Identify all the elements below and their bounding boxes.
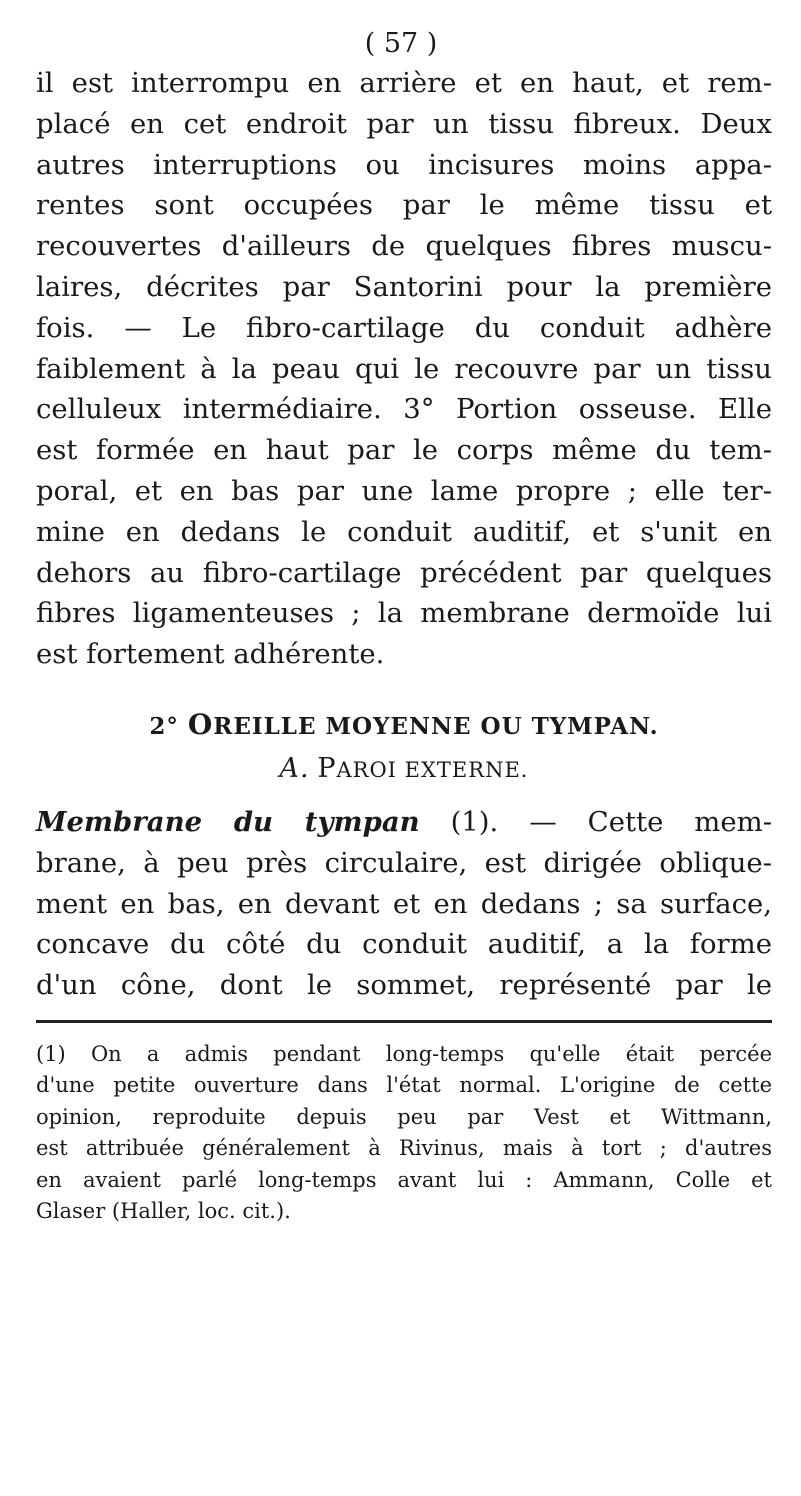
- text-line: brane, à peu près circulaire, est dirigée oblique-: [36, 846, 772, 879]
- paragraph-1: [36, 63, 772, 675]
- subsection-title: AROI EXTERNE.: [336, 757, 529, 782]
- text-line: laires, décrites par Santorini pour la première: [36, 270, 772, 303]
- text-line: ment en bas, en devant et en dedans ; sa surface,: [36, 887, 772, 920]
- text-line: rentes sont occupées par le même tissu et: [36, 189, 772, 222]
- section-number: 2°: [149, 712, 179, 740]
- footnote-reference: (1).: [450, 805, 499, 838]
- subsection-initial: P: [317, 752, 337, 784]
- text-line: concave du côté du conduit auditif, a la forme: [36, 928, 772, 961]
- text-line: recouvertes d'ailleurs de quelques fibres muscu-: [36, 230, 772, 263]
- text-line: est fortement adhérente.: [36, 638, 385, 671]
- section-heading: [36, 705, 772, 747]
- footnote-line: opinion, reproduite depuis peu par Vest et Wittmann,: [36, 1104, 772, 1129]
- section-initial: O: [187, 707, 214, 741]
- section-title: REILLE MOYENNE OU TYMPAN.: [213, 712, 659, 740]
- footnote-line: (1) On a admis pendant long-temps qu'elle était percée: [36, 1041, 772, 1066]
- text-line: celluleux intermédiaire. 3° Portion osseuse. Elle: [36, 393, 772, 426]
- page-number: ( 57 ): [364, 28, 438, 59]
- text-line: fois. — Le fibro-cartilage du conduit adhère: [36, 311, 772, 344]
- text-line: placé en cet endroit par un tissu fibreux. Deux: [36, 107, 772, 140]
- term-membrane-du-tympan: Membrane du tympan: [36, 805, 420, 838]
- footnote-line: Glaser (Haller, loc. cit.).: [36, 1199, 291, 1224]
- footnote-line: en avaient parlé long-temps avant lui : Ammann, Colle et: [36, 1167, 772, 1192]
- footnote-line: est attribuée généralement à Rivinus, mais à tort ; d'autres: [36, 1136, 772, 1161]
- text-line: dehors au fibro-cartilage précédent par quelques: [36, 556, 772, 589]
- footnote-line: d'une petite ouverture dans l'état normal. L'origine de cette: [36, 1073, 772, 1098]
- text-line: autres interruptions ou incisures moins appa-: [36, 148, 772, 181]
- book-page: [36, 28, 772, 1228]
- text-line: fibres ligamenteuses ; la membrane dermoïde lui: [36, 597, 772, 630]
- text-line: [36, 802, 772, 843]
- text-line: d'un cône, dont le sommet, représenté par le: [36, 969, 772, 1002]
- subsection-heading: [36, 751, 772, 788]
- paragraph-2: [36, 802, 772, 1006]
- text-line: mine en dedans le conduit auditif, et s'unit en: [36, 515, 772, 548]
- text-line: poral, et en bas par une lame propre ; elle ter-: [36, 474, 772, 507]
- text-line: faiblement à la peau qui le recouvre par un tissu: [36, 352, 772, 385]
- subsection-letter: A.: [279, 752, 310, 784]
- text-fragment: — Cette mem-: [529, 805, 772, 838]
- footnote: [36, 1039, 772, 1228]
- footnote-divider: [36, 1020, 772, 1023]
- text-line: il est interrompu en arrière et en haut, et rem-: [36, 67, 772, 99]
- text-line: est formée en haut par le corps même du tem-: [36, 434, 772, 467]
